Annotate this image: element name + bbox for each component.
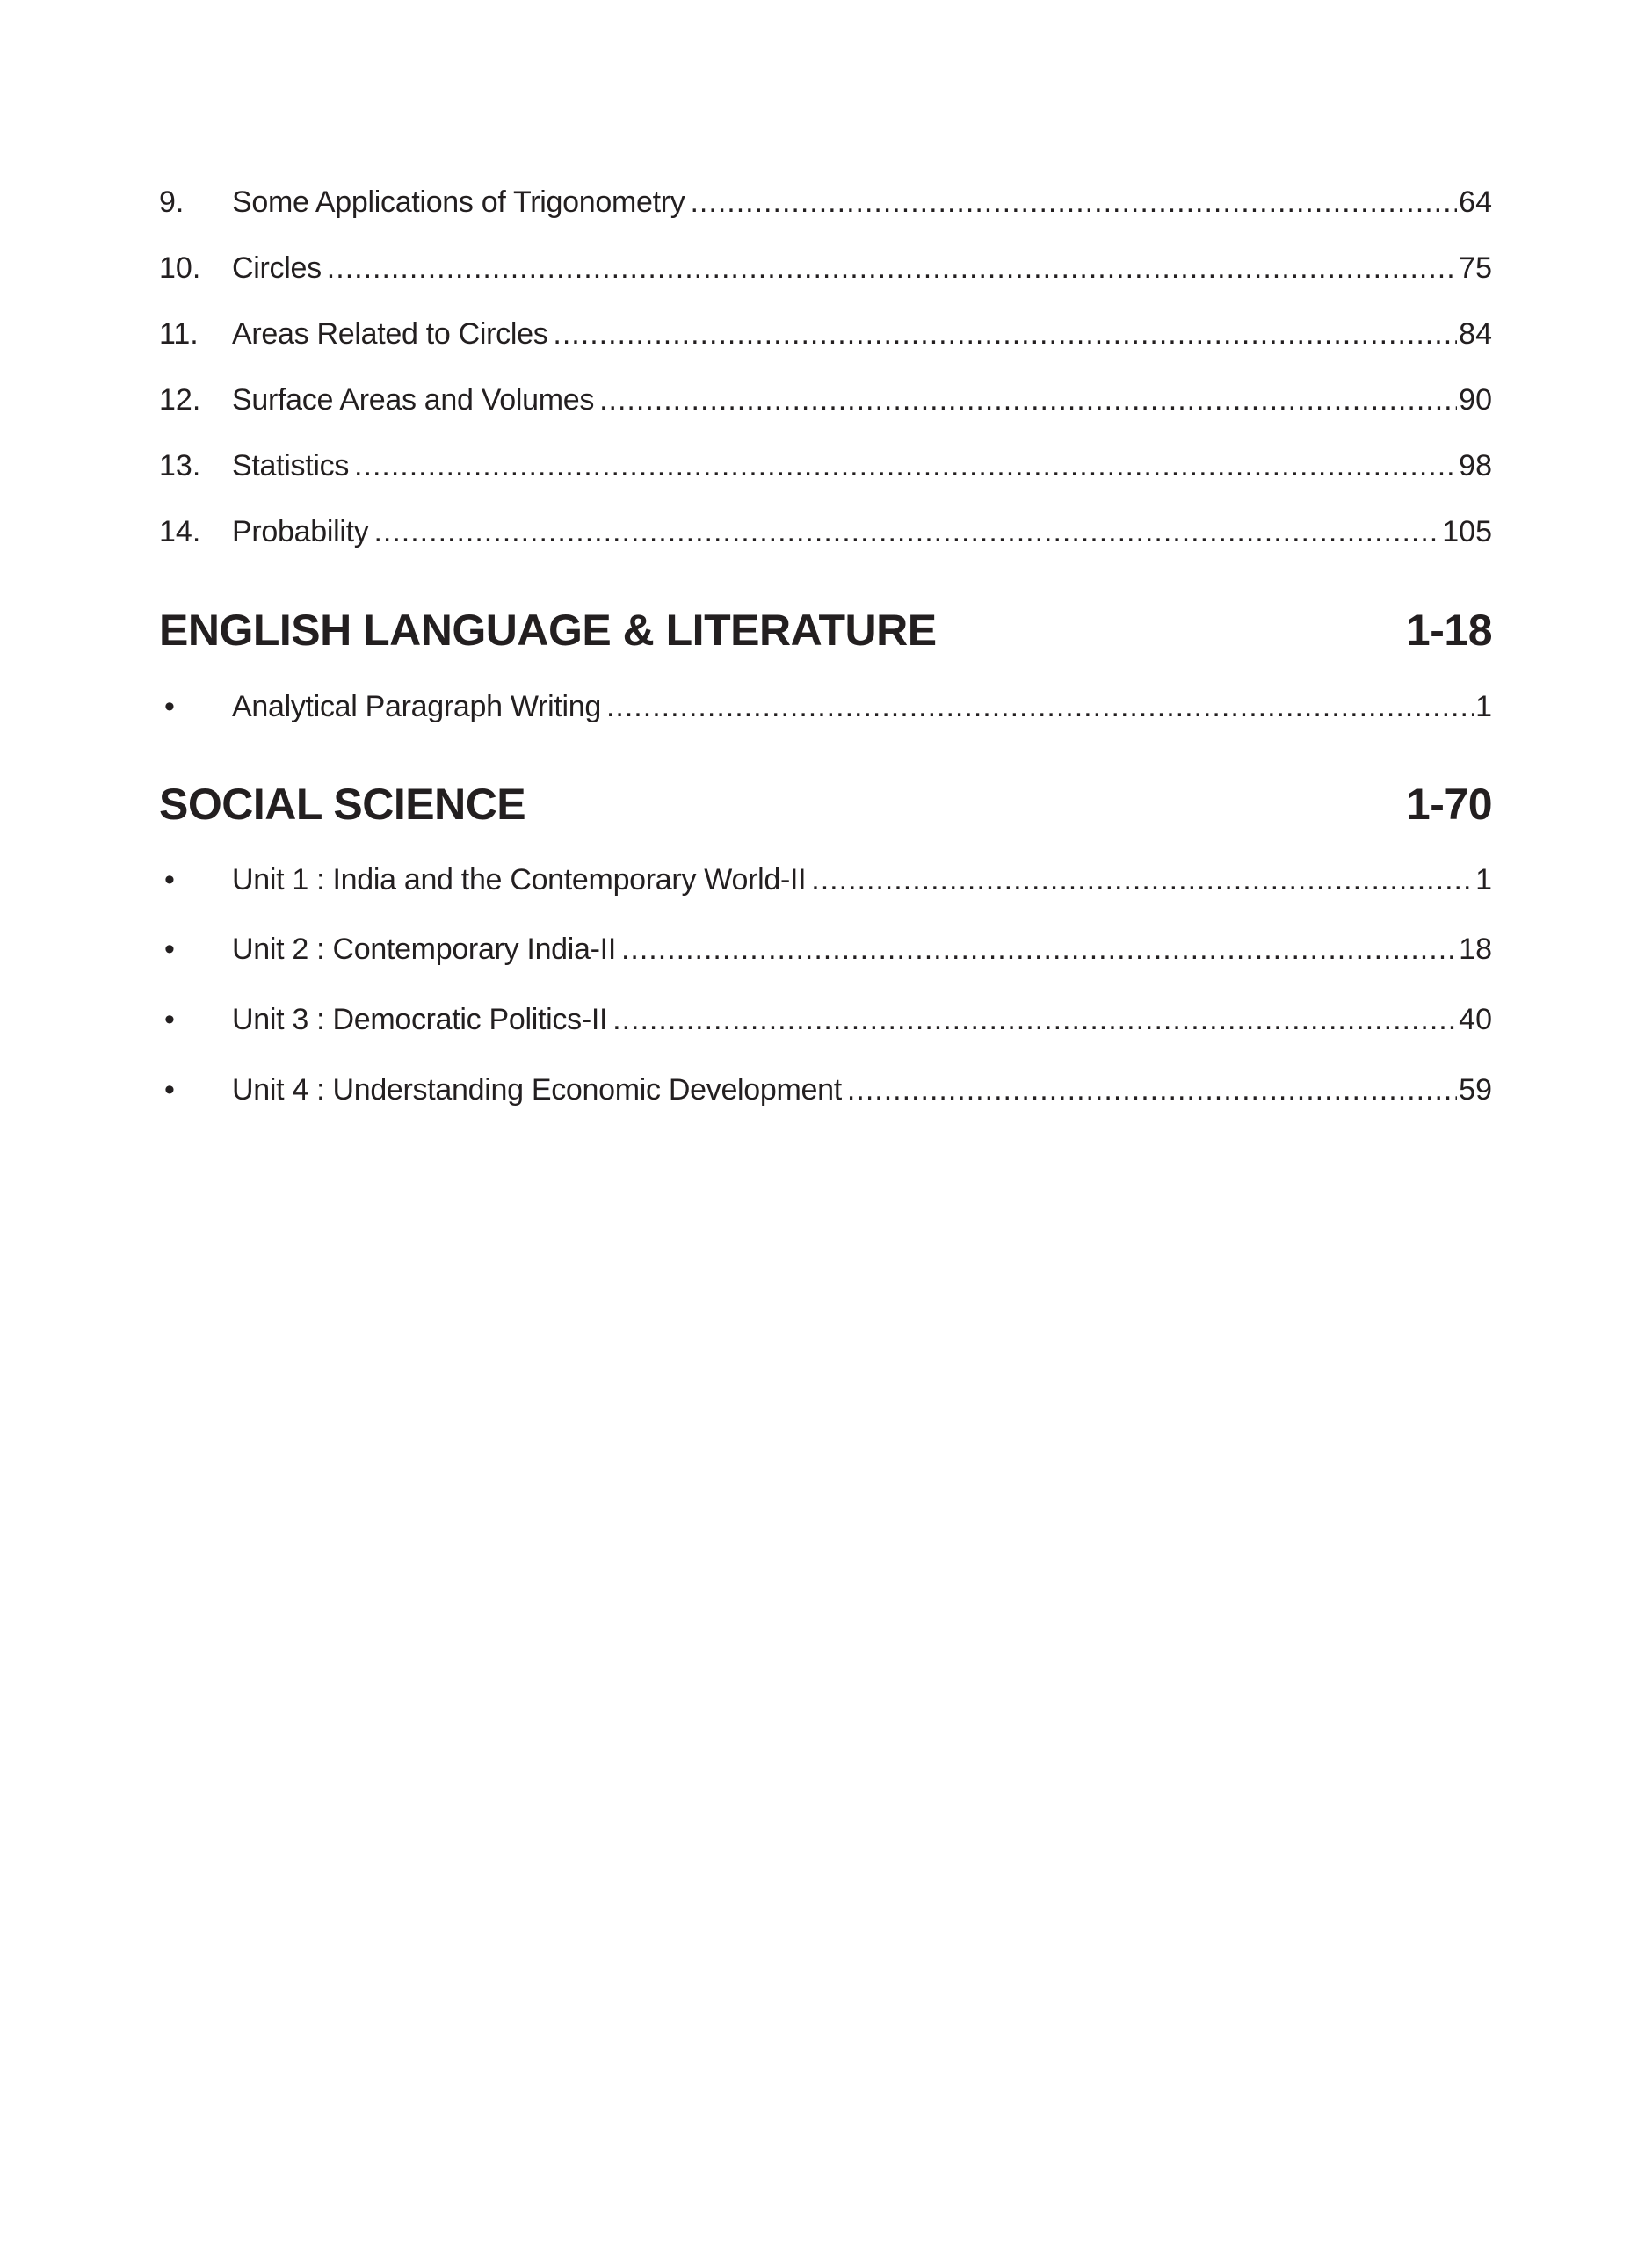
entry-number: 11. bbox=[159, 317, 199, 351]
dot-leader bbox=[811, 853, 1474, 906]
dot-leader bbox=[621, 923, 1457, 976]
entry-page-number: 59 bbox=[1459, 1073, 1492, 1107]
entry-page-number: 75 bbox=[1459, 251, 1492, 285]
section-page-range: 1-70 bbox=[1405, 780, 1492, 829]
entry-page-number: 40 bbox=[1459, 1003, 1492, 1036]
entry-page-number: 64 bbox=[1459, 185, 1492, 219]
toc-entry-surface-areas-volumes[interactable] bbox=[159, 374, 1492, 426]
section-heading-english[interactable] bbox=[159, 599, 1492, 661]
toc-entry-unit-2[interactable] bbox=[159, 923, 1492, 976]
entry-page-number: 98 bbox=[1459, 449, 1492, 483]
entry-number: 12. bbox=[159, 383, 201, 417]
entry-title: Analytical Paragraph Writing bbox=[232, 690, 601, 723]
dot-leader bbox=[327, 242, 1457, 294]
bullet-icon: • bbox=[164, 1073, 175, 1107]
dot-leader bbox=[354, 439, 1457, 492]
entry-page-number: 90 bbox=[1459, 383, 1492, 417]
dot-leader bbox=[373, 505, 1440, 558]
entry-title: Unit 4 : Understanding Economic Development bbox=[232, 1073, 842, 1107]
section-title: ENGLISH LANGUAGE & LITERATURE bbox=[159, 606, 937, 655]
entry-page-number: 1 bbox=[1475, 863, 1492, 896]
entry-page-number: 18 bbox=[1459, 933, 1492, 966]
toc-entry-statistics[interactable] bbox=[159, 439, 1492, 492]
entry-title: Unit 3 : Democratic Politics-II bbox=[232, 1003, 608, 1036]
toc-entry-circles[interactable] bbox=[159, 242, 1492, 294]
entry-title: Probability bbox=[232, 515, 369, 548]
dot-leader bbox=[612, 993, 1457, 1046]
entry-number: 13. bbox=[159, 449, 201, 483]
entry-page-number: 84 bbox=[1459, 317, 1492, 351]
toc-entry-unit-3[interactable] bbox=[159, 993, 1492, 1046]
toc-entry-probability[interactable] bbox=[159, 505, 1492, 558]
entry-number: 10. bbox=[159, 251, 201, 285]
dot-leader bbox=[606, 680, 1474, 733]
entry-title: Areas Related to Circles bbox=[232, 317, 548, 351]
entry-title: Unit 1 : India and the Contemporary World-II bbox=[232, 863, 807, 896]
toc-entry-areas-related-to-circles[interactable] bbox=[159, 308, 1492, 360]
entry-title: Circles bbox=[232, 251, 322, 285]
entry-page-number: 105 bbox=[1442, 515, 1492, 548]
entry-number: 9. bbox=[159, 185, 185, 219]
dot-leader bbox=[690, 176, 1457, 229]
toc-entry-trigonometry-applications[interactable] bbox=[159, 176, 1492, 229]
section-page-range: 1-18 bbox=[1405, 606, 1492, 655]
bullet-icon: • bbox=[164, 690, 175, 723]
bullet-icon: • bbox=[164, 863, 175, 896]
dot-leader bbox=[599, 374, 1457, 426]
bullet-icon: • bbox=[164, 933, 175, 966]
section-title: SOCIAL SCIENCE bbox=[159, 780, 526, 829]
entry-title: Unit 2 : Contemporary India-II bbox=[232, 933, 616, 966]
section-heading-social-science[interactable] bbox=[159, 773, 1492, 835]
entry-page-number: 1 bbox=[1475, 690, 1492, 723]
toc-entry-unit-1[interactable] bbox=[159, 853, 1492, 906]
dot-leader bbox=[553, 308, 1457, 360]
toc-entry-unit-4[interactable] bbox=[159, 1063, 1492, 1116]
bullet-icon: • bbox=[164, 1003, 175, 1036]
toc-entry-analytical-paragraph[interactable] bbox=[159, 680, 1492, 733]
entry-title: Surface Areas and Volumes bbox=[232, 383, 595, 417]
entry-title: Statistics bbox=[232, 449, 350, 483]
dot-leader bbox=[847, 1063, 1457, 1116]
entry-title: Some Applications of Trigonometry bbox=[232, 185, 685, 219]
entry-number: 14. bbox=[159, 515, 201, 548]
